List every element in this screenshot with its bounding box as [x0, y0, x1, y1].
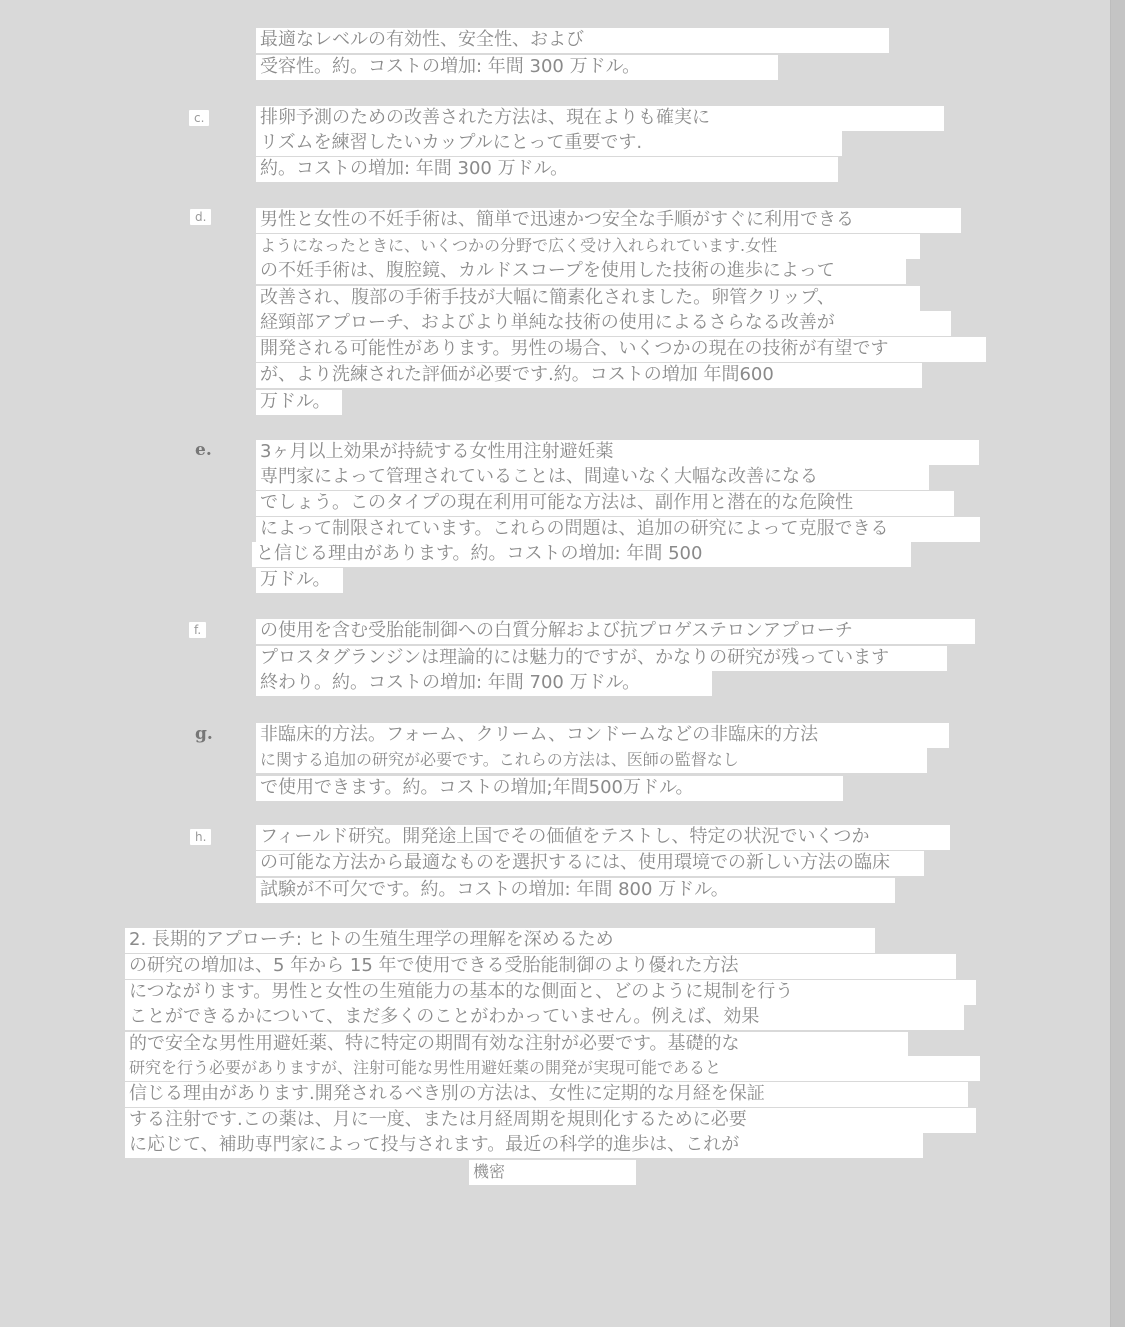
text-line: の可能な方法から最適なものを選択するには、使用環境での新しい方法の臨床	[256, 851, 924, 876]
text-line: につながります。男性と女性の生殖能力の基本的な側面と、どのように規制を行う	[125, 980, 976, 1005]
item-marker-e: e.	[195, 440, 212, 460]
text-line: 改善され、腹部の手術手技が大幅に簡素化されました。卵管クリップ、	[256, 286, 920, 311]
item-marker-d: d.	[190, 209, 211, 225]
text-line: する注射です.この薬は、月に一度、または月経周期を規則化するために必要	[125, 1108, 976, 1133]
text-line: 開発される可能性があります。男性の場合、いくつかの現在の技術が有望です	[256, 337, 986, 362]
text-line: 約。コストの増加: 年間 300 万ドル。	[256, 157, 838, 182]
text-line: 信じる理由があります.開発されるべき別の方法は、女性に定期的な月経を保証	[125, 1082, 968, 1107]
text-line: の不妊手術は、腹腔鏡、カルドスコープを使用した技術の進歩によって	[256, 259, 906, 284]
text-line: 経頸部アプローチ、およびより単純な技術の使用によるさらなる改善が	[256, 311, 951, 336]
item-marker-f: f.	[189, 622, 206, 638]
text-line: の研究の増加は、5 年から 15 年で使用できる受胎能制御のより優れた方法	[125, 954, 956, 979]
text-line: リズムを練習したいカップルにとって重要です.	[256, 131, 842, 156]
text-line: 受容性。約。コストの増加: 年間 300 万ドル。	[256, 55, 778, 80]
text-line: で使用できます。約。コストの増加;年間500万ドル。	[256, 776, 843, 801]
text-line: 3ヶ月以上効果が持続する女性用注射避妊薬	[256, 440, 979, 465]
item-marker-c: c.	[189, 110, 209, 126]
text-line: 万ドル。	[256, 568, 343, 593]
text-line: 男性と女性の不妊手術は、簡単で迅速かつ安全な手順がすぐに利用できる	[256, 208, 961, 233]
text-line: ようになったときに、いくつかの分野で広く受け入れられています.女性	[256, 234, 920, 259]
text-line: 専門家によって管理されていることは、間違いなく大幅な改善になる	[256, 465, 929, 490]
text-line: 研究を行う必要がありますが、注射可能な男性用避妊薬の開発が実現可能であると	[125, 1056, 980, 1081]
text-line: プロスタグランジンは理論的には魅力的ですが、かなりの研究が残っています	[256, 646, 947, 671]
text-line: 試験が不可欠です。約。コストの増加: 年間 800 万ドル。	[256, 878, 895, 903]
text-line: フィールド研究。開発途上国でその価値をテストし、特定の状況でいくつか	[256, 825, 950, 850]
item-marker-h: h.	[190, 829, 211, 845]
text-line: に応じて、補助専門家によって投与されます。最近の科学的進歩は、これが	[125, 1133, 923, 1158]
text-line: と信じる理由があります。約。コストの増加: 年間 500	[252, 542, 911, 567]
confidential-footer: 機密	[469, 1160, 636, 1185]
text-line: に関する追加の研究が必要です。これらの方法は、医師の監督なし	[256, 748, 927, 773]
text-line: ことができるかについて、まだ多くのことがわかっていません。例えば、効果	[125, 1005, 964, 1030]
text-line: 終わり。約。コストの増加: 年間 700 万ドル。	[256, 671, 712, 696]
scrollbar[interactable]	[1110, 0, 1125, 1327]
text-line: の使用を含む受胎能制御への白質分解および抗プロゲステロンアプローチ	[256, 619, 975, 644]
item-marker-g: g.	[195, 724, 213, 744]
text-line: でしょう。このタイプの現在利用可能な方法は、副作用と潜在的な危険性	[256, 491, 954, 516]
text-line: 最適なレベルの有効性、安全性、および	[256, 28, 889, 53]
text-line: によって制限されています。これらの問題は、追加の研究によって克服できる	[256, 517, 980, 542]
text-line: 排卵予測のための改善された方法は、現在よりも確実に	[256, 106, 944, 131]
text-line: が、より洗練された評価が必要です.約。コストの増加 年間600	[256, 363, 922, 388]
text-line: 万ドル。	[256, 390, 342, 415]
text-line: 非臨床的方法。フォーム、クリーム、コンドームなどの非臨床的方法	[256, 723, 949, 748]
text-line: 的で安全な男性用避妊薬、特に特定の期間有効な注射が必要です。基礎的な	[125, 1032, 908, 1057]
section-heading-line: 2. 長期的アプローチ: ヒトの生殖生理学の理解を深めるため	[125, 928, 875, 953]
